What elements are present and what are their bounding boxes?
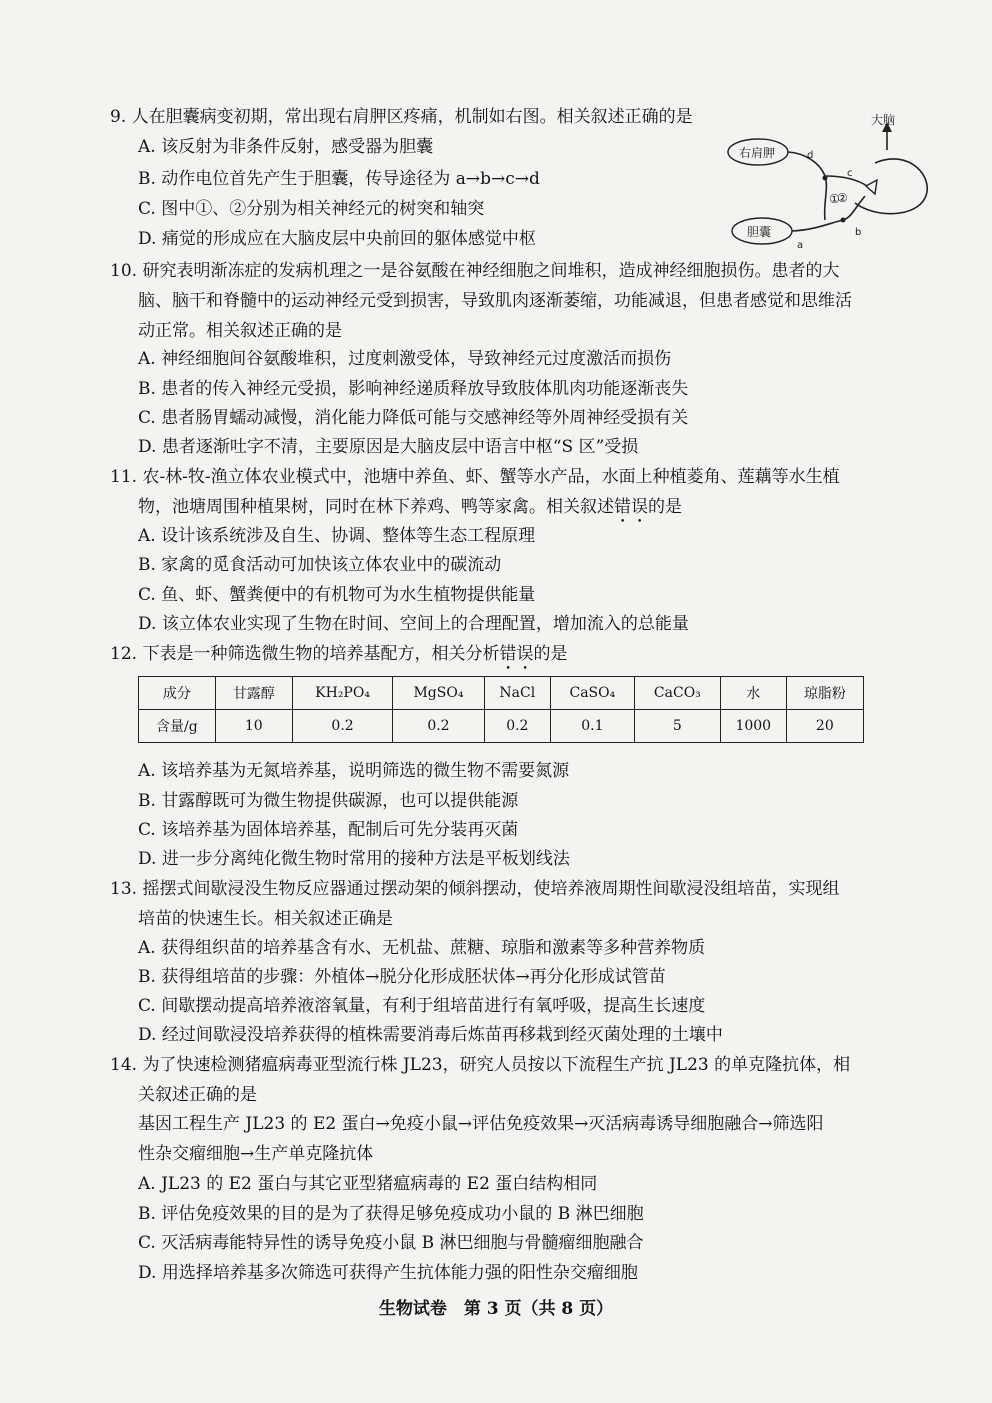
q12-option-b: B. 甘露醇既可为微生物提供碳源，也可以提供能源: [138, 791, 519, 811]
q11-option-a: A. 设计该系统涉及自生、协调、整体等生态工程原理: [138, 526, 536, 546]
q11-option-d: D. 该立体农业实现了生物在时间、空间上的合理配置，增加流入的总能量: [138, 614, 689, 634]
table-header-cell: CaCO₃: [634, 677, 720, 710]
q12-emphasis: 错误: [499, 644, 534, 664]
q14-flow-line-1: 基因工程生产 JL23 的 E2 蛋白→免疫小鼠→评估免疫效果→灭活病毒诱导细胞融合→筛选阳: [138, 1114, 824, 1134]
gallbladder-label: 胆囊: [747, 225, 772, 239]
node-point: [823, 176, 828, 181]
q14-stem-line-2: 关叙述正确的是: [138, 1085, 257, 1105]
shoulder-label: 右肩胛: [739, 146, 776, 160]
brain-label: 大脑: [871, 113, 896, 127]
q12-stem-text: 12. 下表是一种筛选微生物的培养基配方，相关分析: [110, 644, 500, 664]
q14-stem-line-1: 14. 为了快速检测猪瘟病毒亚型流行株 JL23，研究人员按以下流程生产抗 JL23 的单克隆抗体，相: [110, 1055, 851, 1075]
q12-option-a: A. 该培养基为无氮培养基，说明筛选的微生物不需要氮源: [138, 761, 570, 781]
label-b: b: [855, 227, 862, 238]
q14-option-b: B. 评估免疫效果的目的是为了获得足够免疫成功小鼠的 B 淋巴细胞: [138, 1204, 644, 1224]
q9-option-a: A. 该反射为非条件反射，感受器为胆囊: [138, 137, 434, 157]
table-header-cell: 甘露醇: [215, 677, 292, 710]
table-header-cell: NaCl: [484, 677, 550, 710]
table-header-cell: MgSO₄: [393, 677, 485, 710]
q9-stem: 9. 人在胆囊病变初期，常出现右肩胛区疼痛，机制如右图。相关叙述正确的是: [110, 107, 693, 127]
q13-stem-line-1: 13. 摇摆式间歇浸没生物反应器通过摆动架的倾斜摆动，使培养液周期性间歇浸没组培苗，实现组: [110, 879, 840, 899]
q13-stem-line-2: 培苗的快速生长。相关叙述正确是: [138, 909, 393, 929]
label-a: a: [797, 240, 804, 251]
node-point: [841, 218, 846, 223]
q11-stem-text: 物，池塘周围种植果树，同时在林下养鸡、鸭等家禽。相关叙述: [138, 497, 614, 517]
q11-stem-tail: 的是: [648, 497, 682, 517]
q12-stem: [110, 641, 567, 674]
table-header-cell: CaSO₄: [550, 677, 634, 710]
q13-option-c: C. 间歇摆动提高培养液溶氧量，有利于组培苗进行有氧呼吸，提高生长速度: [138, 996, 706, 1016]
table-header-cell: 水: [720, 677, 786, 710]
table-cell: 10: [215, 710, 292, 743]
q11-option-b: B. 家禽的觅食活动可加快该立体农业中的碳流动: [138, 555, 502, 575]
page-footer: 生物试卷 第 3 页（共 8 页）: [378, 1299, 614, 1319]
reflex-diagram: [725, 108, 935, 253]
table-cell: 0.2: [292, 710, 392, 743]
q10-option-b: B. 患者的传入神经元受损，影响神经递质释放导致肢体肌肉功能逐渐丧失: [138, 379, 689, 399]
q10-option-d: D. 患者逐渐吐字不清，主要原因是大脑皮层中语言中枢“S 区”受损: [138, 437, 639, 457]
label-1: ①: [829, 192, 840, 206]
table-cell: 5: [634, 710, 720, 743]
q14-flow-line-2: 性杂交瘤细胞→生产单克隆抗体: [138, 1144, 374, 1164]
q10-stem-line-2: 脑、脑干和脊髓中的运动神经元受到损害，导致肌肉逐渐萎缩，功能减退，但患者感觉和思维活: [138, 291, 852, 311]
synapse-triangle: [866, 180, 877, 194]
table-header-cell: 成分: [139, 677, 216, 710]
efferent-nerve: [788, 152, 826, 220]
q10-stem-line-3: 动正常。相关叙述正确的是: [138, 321, 342, 341]
table-header-row: [139, 677, 864, 710]
q14-option-c: C. 灭活病毒能特异性的诱导免疫小鼠 B 淋巴细胞与骨髓瘤细胞融合: [138, 1233, 644, 1253]
q14-option-d: D. 用选择培养基多次筛选可获得产生抗体能力强的阳性杂交瘤细胞: [138, 1263, 638, 1283]
q10-option-a: A. 神经细胞间谷氨酸堆积，过度刺激受体，导致神经元过度激活而损伤: [138, 349, 672, 369]
q12-option-c: C. 该培养基为固体培养基，配制后可先分装再灭菌: [138, 820, 519, 840]
table-cell: 0.2: [484, 710, 550, 743]
q13-option-d: D. 经过间歇浸没培养获得的植株需要消毒后炼苗再移栽到经灭菌处理的土壤中: [138, 1025, 723, 1045]
q12-stem-tail: 的是: [533, 644, 568, 664]
q11-emphasis: 错误: [614, 497, 648, 517]
q9-option-c: C. 图中①、②分别为相关神经元的树突和轴突: [138, 199, 485, 219]
interneuron: [825, 176, 867, 186]
label-2: ②: [837, 191, 848, 205]
table-header-cell: KH₂PO₄: [292, 677, 392, 710]
q11-stem-line-1: 11. 农-林-牧-渔立体农业模式中，池塘中养鱼、虾、蟹等水产品，水面上种植菱角、莲藕等水生植: [110, 467, 840, 487]
q9-option-b: B. 动作电位首先产生于胆囊，传导途径为 a→b→c→d: [138, 169, 540, 189]
table-cell: 0.2: [393, 710, 485, 743]
table-cell: 1000: [720, 710, 786, 743]
label-c: c: [847, 168, 853, 179]
q13-option-a: A. 获得组织苗的培养基含有水、无机盐、蔗糖、琼脂和激素等多种营养物质: [138, 938, 706, 958]
table-row: [139, 710, 864, 743]
table-header-cell: 琼脂粉: [786, 677, 863, 710]
table-cell: 0.1: [550, 710, 634, 743]
label-d: d: [807, 150, 814, 161]
q10-stem-line-1: 10. 研究表明渐冻症的发病机理之一是谷氨酸在神经细胞之间堆积，造成神经细胞损伤。患者的大: [110, 261, 840, 281]
q12-option-d: D. 进一步分离纯化微生物时常用的接种方法是平板划线法: [138, 849, 570, 869]
medium-recipe-table: [138, 676, 864, 743]
table-cell: 20: [786, 710, 863, 743]
table-cell: 含量/g: [139, 710, 216, 743]
q11-option-c: C. 鱼、虾、蟹粪便中的有机物可为水生植物提供能量: [138, 585, 536, 605]
q10-option-c: C. 患者肠胃蠕动减慢，消化能力降低可能与交感神经等外周神经受损有关: [138, 408, 689, 428]
q13-option-b: B. 获得组培苗的步骤：外植体→脱分化形成胚状体→再分化形成试管苗: [138, 967, 666, 987]
q9-option-d: D. 痛觉的形成应在大脑皮层中央前回的躯体感觉中枢: [138, 229, 536, 249]
q14-option-a: A. JL23 的 E2 蛋白与其它亚型猪瘟病毒的 E2 蛋白结构相同: [138, 1174, 598, 1194]
